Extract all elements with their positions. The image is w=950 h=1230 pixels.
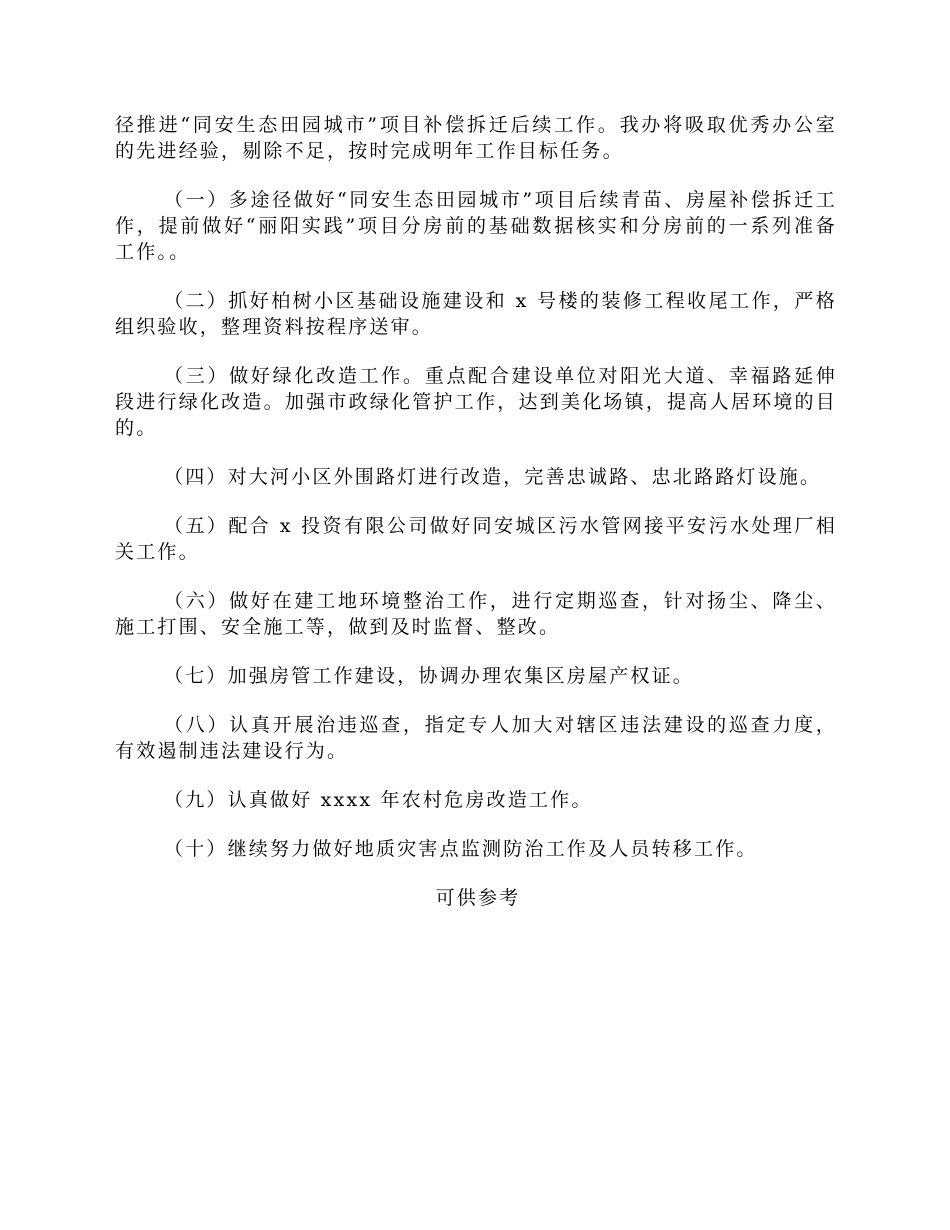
item-paragraph-10: （十）继续努力做好地质灾害点监测防治工作及人员转移工作。 xyxy=(164,838,758,860)
item-paragraph-4: （四）对大河小区外围路灯进行改造，完善忠诚路、忠北路路灯设施。 xyxy=(164,466,822,488)
item-paragraph-5: （五）配合 x 投资有限公司做好同安城区污水管网接平安污水处理厂相关工作。 xyxy=(115,515,837,563)
document-body xyxy=(115,112,837,911)
item-paragraph-2: （二）抓好柏树小区基础设施建设和 x 号楼的装修工程收尾工作，严格组织验收，整理资料按程序送审。 xyxy=(115,290,837,338)
intro-paragraph: 径推进“同安生态田园城市”项目补偿拆迁后续工作。我办将吸取优秀办公室的先进经验，剔除不足，按时完成明年工作目标任务。 xyxy=(115,114,837,162)
item-paragraph-1: （一）多途径做好“同安生态田园城市”项目后续青苗、房屋补偿拆迁工作，提前做好“丽阳实践”项目分房前的基础数据核实和分房前的一系列准备工作。。 xyxy=(115,189,837,263)
item-paragraph-9: （九）认真做好 xxxx 年农村危房改造工作。 xyxy=(164,789,593,811)
item-paragraph-7: （七）加强房管工作建设，协调办理农集区房屋产权证。 xyxy=(164,665,695,687)
item-paragraph-6: （六）做好在建工地环境整治工作，进行定期巡查，针对扬尘、降尘、施工打围、安全施工等，做到及时监督、整改。 xyxy=(115,590,837,638)
reference-note: 可供参考 xyxy=(435,887,521,909)
item-paragraph-8: （八）认真开展治违巡查，指定专人加大对辖区违法建设的巡查力度，有效遏制违法建设行为。 xyxy=(115,714,837,762)
item-paragraph-3: （三）做好绿化改造工作。重点配合建设单位对阳光大道、幸福路延伸段进行绿化改造。加强市政绿化管护工作，达到美化场镇，提高人居环境的目的。 xyxy=(115,365,837,439)
